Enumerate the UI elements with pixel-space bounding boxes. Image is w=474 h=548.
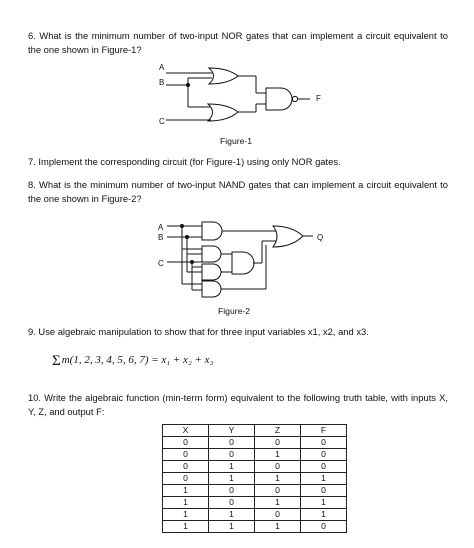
truth-table-cell: 0 [209, 485, 255, 497]
truth-table-cell: 1 [301, 473, 347, 485]
fig1-label-b: B [159, 78, 165, 87]
truth-table-cell: 1 [163, 521, 209, 533]
truth-table-row [163, 509, 347, 521]
truth-table-row [163, 449, 347, 461]
truth-table-row [163, 485, 347, 497]
truth-table-header [163, 425, 347, 437]
truth-table-cell: 1 [209, 521, 255, 533]
question-10: 10. Write the algebraic function (min-term form) equivalent to the following truth table, with inputs X, Y, Z, and output F: [28, 392, 448, 417]
truth-table-cell: 1 [301, 509, 347, 521]
truth-table-cell: 1 [301, 497, 347, 509]
minterm-equation [52, 353, 213, 370]
fig2-and-gate-2 [202, 246, 221, 262]
truth-table-cell: 1 [255, 497, 301, 509]
fig2-label-c: C [158, 259, 164, 268]
fig1-label-f: F [316, 94, 321, 103]
question-9: 9. Use algebraic manipulation to show that for three input variables x1, x2, and x3. [28, 326, 369, 337]
truth-table-header-cell: Z [255, 425, 301, 437]
fig1-label-a: A [159, 63, 165, 72]
truth-table-cell: 1 [209, 461, 255, 473]
truth-table-cell: 0 [255, 437, 301, 449]
figure-2-caption: Figure-2 [218, 306, 250, 316]
truth-table-row [163, 521, 347, 533]
truth-table-cell: 1 [255, 521, 301, 533]
truth-table-cell: 0 [255, 509, 301, 521]
truth-table-cell: 1 [255, 473, 301, 485]
fig2-label-q: Q [317, 233, 324, 242]
sigma-symbol: Σ [52, 353, 61, 369]
truth-table-cell: 1 [163, 497, 209, 509]
truth-table-cell: 1 [209, 509, 255, 521]
fig2-and-gate-4 [202, 281, 221, 297]
truth-table-cell: 0 [163, 473, 209, 485]
truth-table-row [163, 497, 347, 509]
fig1-label-c: C [159, 117, 165, 126]
figure-1 [159, 63, 321, 126]
fig2-and-gate-3 [202, 264, 221, 280]
fig1-or-gate-bottom [208, 104, 238, 121]
truth-table-row [163, 473, 347, 485]
equation-text: m(1, 2, 3, 4, 5, 6, 7) = x₁ + x₂ + x₃ [61, 354, 214, 366]
question-7: 7. Implement the corresponding circuit (for Figure-1) using only NOR gates. [28, 156, 341, 167]
truth-table-cell: 0 [209, 437, 255, 449]
truth-table-cell: 0 [301, 449, 347, 461]
fig2-label-b: B [158, 233, 164, 242]
truth-table-cell: 0 [209, 497, 255, 509]
fig1-nand-gate [266, 88, 292, 110]
fig1-junction [186, 83, 189, 86]
truth-table-header-cell: F [301, 425, 347, 437]
fig2-or-gate [273, 226, 303, 247]
truth-table-cell: 0 [301, 521, 347, 533]
truth-table-cell: 0 [301, 437, 347, 449]
truth-table-cell: 1 [209, 473, 255, 485]
truth-table-cell: 0 [255, 485, 301, 497]
question-8: 8. What is the minimum number of two-input NAND gates that can implement a circuit equivalent to the one shown in Figure-2? [28, 179, 448, 204]
fig2-label-a: A [158, 223, 164, 232]
fig2-and-gate-1 [202, 222, 222, 240]
truth-table-cell: 0 [163, 461, 209, 473]
truth-table-cell: 1 [163, 485, 209, 497]
figure-1-caption: Figure-1 [220, 136, 252, 146]
fig1-output-bubble [292, 96, 297, 101]
truth-table [162, 424, 347, 533]
truth-table-cell: 0 [255, 461, 301, 473]
truth-table-row [163, 461, 347, 473]
truth-table-cell: 0 [301, 461, 347, 473]
truth-table-cell: 1 [255, 449, 301, 461]
truth-table-cell: 0 [163, 449, 209, 461]
truth-table-cell: 0 [209, 449, 255, 461]
truth-table-header-cell: X [163, 425, 209, 437]
fig2-and-gate-5 [232, 252, 254, 274]
truth-table-row [163, 437, 347, 449]
truth-table-header-cell: Y [209, 425, 255, 437]
truth-table-cell: 0 [301, 485, 347, 497]
fig1-or-gate-top [209, 68, 238, 84]
figure-2 [158, 222, 323, 297]
truth-table-cell: 1 [163, 509, 209, 521]
question-6: 6. What is the minimum number of two-input NOR gates that can implement a circuit equivalent to the one shown in Figure-1? [28, 30, 448, 55]
truth-table-cell: 0 [163, 437, 209, 449]
